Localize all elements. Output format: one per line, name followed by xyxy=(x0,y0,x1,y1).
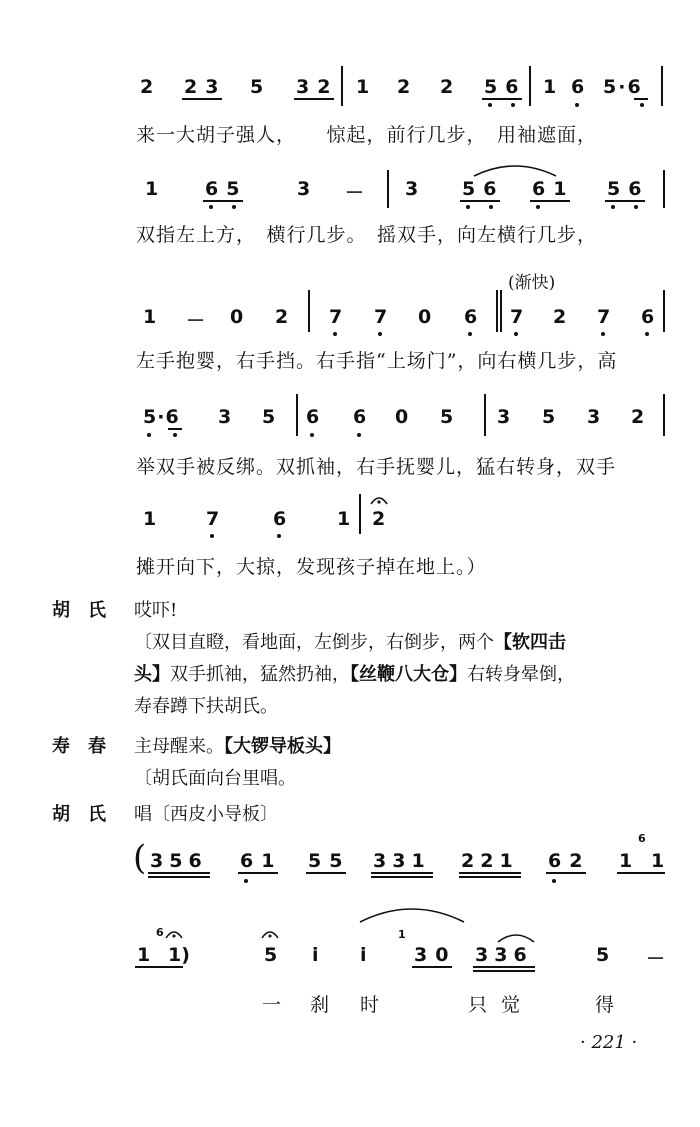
page-number: · 221 · xyxy=(580,1032,638,1053)
tempo-mark: (渐快) xyxy=(508,273,556,293)
note: 1 xyxy=(145,178,159,200)
note: 2 xyxy=(553,306,567,328)
note: 56 xyxy=(607,178,650,200)
fermata xyxy=(164,928,184,940)
note: 0 xyxy=(230,306,244,328)
note: 1 xyxy=(651,850,665,872)
speaker-label: 寿 春 xyxy=(52,736,106,757)
slur xyxy=(496,930,536,944)
note: 5 xyxy=(264,944,278,966)
note: 23 xyxy=(184,76,227,98)
note: 6 xyxy=(641,306,655,328)
fermata xyxy=(260,928,280,940)
stage-direction: 寿春蹲下扶胡氏。 xyxy=(134,696,278,717)
note: 6 xyxy=(464,306,478,328)
dialogue-line: 主母醒来。【大锣导板头】 xyxy=(134,736,341,757)
note: i xyxy=(312,944,319,966)
fermata xyxy=(369,494,389,506)
note: 3 xyxy=(587,406,601,428)
note: 7 xyxy=(329,306,343,328)
note: 7 xyxy=(597,306,611,328)
open-paren: ( xyxy=(133,838,147,878)
speaker-label: 胡 氏 xyxy=(52,600,106,621)
note: 0 xyxy=(418,306,432,328)
stage-direction: 〔胡氏面向台里唱。 xyxy=(134,768,296,789)
lyric-line-2: 双指左上方， 横行几步。 摇双手，向左横行几步， xyxy=(136,224,598,246)
note: 5 xyxy=(440,406,454,428)
note: 3 xyxy=(218,406,232,428)
note: 1 xyxy=(137,944,151,966)
note: 2 xyxy=(397,76,411,98)
note: 3 xyxy=(497,406,511,428)
note: 1) xyxy=(168,944,190,966)
note: 61 xyxy=(532,178,575,200)
note: 2 xyxy=(140,76,154,98)
note: 32 xyxy=(296,76,339,98)
slur xyxy=(356,902,468,926)
note: 6 xyxy=(353,406,367,428)
note: 331 xyxy=(373,850,431,872)
note: 1 xyxy=(143,508,157,530)
note: 1 xyxy=(619,850,633,872)
grace-note: 1 xyxy=(398,928,406,941)
note: 221 xyxy=(461,850,519,872)
lyric-line-3: 左手抱婴，右手挡。右手指“上场门”，向右横几步，高 xyxy=(136,350,618,372)
note: 3 xyxy=(405,178,419,200)
note: 6 xyxy=(273,508,287,530)
note: 55 xyxy=(308,850,351,872)
dialogue-line: 哎吓! xyxy=(134,600,178,621)
stage-direction: 〔双目直瞪，看地面，左倒步，右倒步，两个【软四击 xyxy=(134,632,566,653)
slur xyxy=(470,160,560,180)
note: 1 xyxy=(543,76,557,98)
note: 1 xyxy=(337,508,351,530)
note: 5·6 xyxy=(603,76,643,98)
note: 6 xyxy=(571,76,585,98)
lyric-line-5: 摊开向下，大掠，发现孩子掉在地上。） xyxy=(136,556,487,578)
note: 0 xyxy=(395,406,409,428)
note: 2 xyxy=(631,406,645,428)
note: 356 xyxy=(150,850,208,872)
note: 7 xyxy=(206,508,220,530)
note: 56 xyxy=(484,76,527,98)
stage-direction: 头】双手抓袖，猛然扔袖，【丝鞭八大仓】右转身晕倒， xyxy=(134,664,575,685)
note: 5·6 xyxy=(143,406,180,428)
lyric-line-1: 来一大胡子强人， 惊起，前行几步， 用袖遮面， xyxy=(136,124,598,146)
note: 5 xyxy=(596,944,610,966)
note: 2 xyxy=(372,508,386,530)
note: 65 xyxy=(205,178,248,200)
note: － xyxy=(345,182,365,204)
note: 3 xyxy=(297,178,311,200)
note: 30 xyxy=(414,944,457,966)
note: 336 xyxy=(475,944,533,966)
note: 5 xyxy=(250,76,264,98)
speaker-label: 胡 氏 xyxy=(52,804,106,825)
dialogue-line: 唱〔西皮小导板〕 xyxy=(134,804,278,825)
note: 7 xyxy=(374,306,388,328)
grace-note: 6 xyxy=(156,926,164,939)
note: － xyxy=(186,310,206,332)
note: 2 xyxy=(275,306,289,328)
lyric-line-4: 举双手被反绑。双抓袖，右手抚婴儿，猛右转身，双手 xyxy=(136,456,617,478)
note: 1 xyxy=(143,306,157,328)
note: 5 xyxy=(262,406,276,428)
note: 2 xyxy=(440,76,454,98)
note: 62 xyxy=(548,850,591,872)
note: 61 xyxy=(240,850,283,872)
note: － xyxy=(646,948,666,970)
note: 1 xyxy=(356,76,370,98)
note: 6 xyxy=(306,406,320,428)
note: 7 xyxy=(510,306,524,328)
note: i xyxy=(360,944,367,966)
note: 56 xyxy=(462,178,505,200)
grace-note: 6 xyxy=(638,832,646,845)
note: 5 xyxy=(542,406,556,428)
